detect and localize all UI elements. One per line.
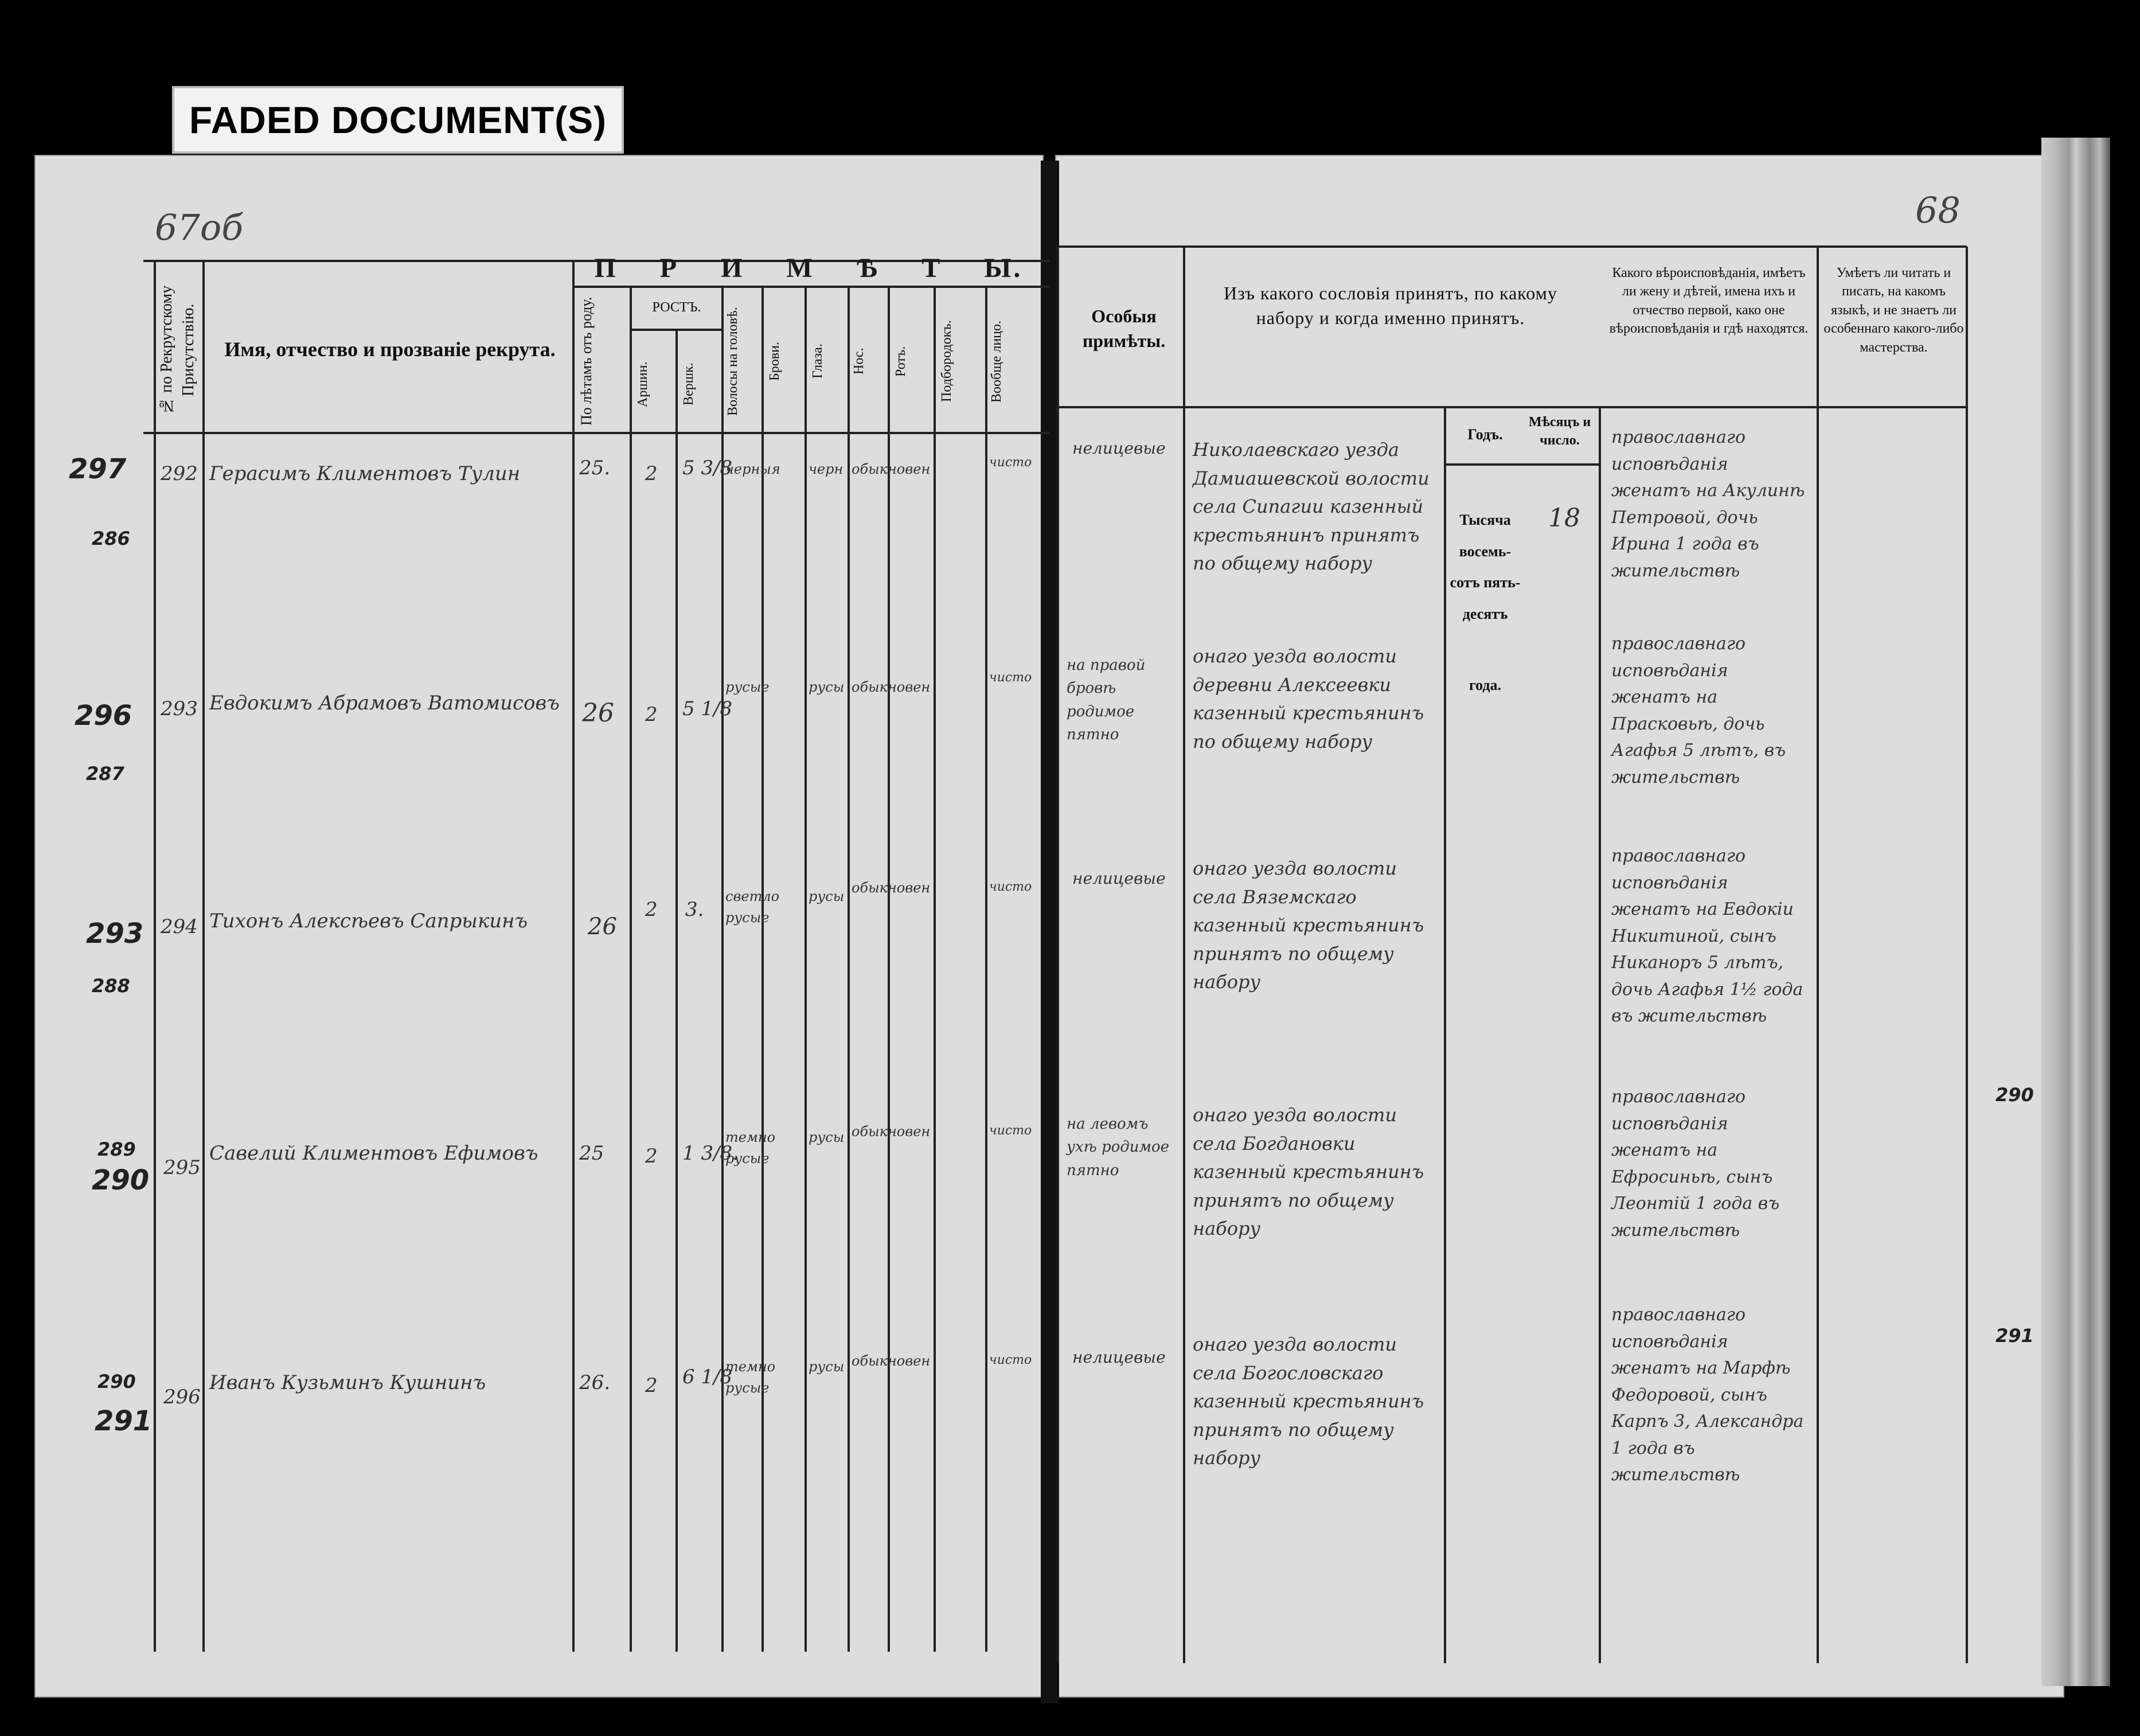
folio-left: 67об — [155, 206, 244, 248]
estate-text: онаго уезда волости села Вяземскаго казенный крестьянинъ принятъ по общему набору — [1193, 857, 1424, 993]
hair: русые — [725, 679, 770, 695]
recruit-name: Тихонъ Алексѣевъ Сапрыкинъ — [209, 910, 528, 933]
margin-number: 290 — [92, 1164, 150, 1196]
header-religion: Какого вѣроисповѣданія, имѣетъ ли жену и дѣтей, имена ихъ и отчество первой, како оне вѣроисповѣданія и гдѣ находятся. — [1609, 266, 1809, 337]
religion-family: православнаго исповѣданія женатъ на Ефросиньѣ, сынъ Леонтій 1 года въ жительствѣ — [1611, 1087, 1780, 1240]
eyes: русы — [809, 1129, 845, 1145]
year-word: десятъ — [1462, 605, 1508, 622]
hair: темно русые — [725, 1129, 776, 1167]
primety-letter: И — [721, 253, 745, 283]
margin-number: 293 — [86, 918, 144, 950]
face: чисто — [989, 880, 1032, 894]
year-printed-text — [1448, 505, 1522, 701]
face: чисто — [989, 455, 1032, 470]
primety-letter: Ы. — [984, 253, 1023, 283]
margin-number: 286 — [92, 528, 130, 549]
header-brows: Брови. — [767, 342, 782, 381]
vershok: 6 1/8 — [682, 1366, 733, 1388]
recruit-name: Евдокимъ Абрамовъ Ватомисовъ — [209, 692, 560, 715]
year-word: восемь- — [1459, 543, 1512, 560]
religion-family: православнаго исповѣданія женатъ на Марфѣ Федоровой, сынъ Карпъ 3, Александра 1 года въ жительствѣ — [1611, 1305, 1804, 1485]
recruit-name: Герасимъ Климентовъ Тулин — [209, 462, 521, 485]
special-marks: нелицевые — [1072, 869, 1166, 888]
header-name: Имя, отчество и прозваніе рекрута. — [224, 338, 556, 361]
header-literacy: Умѣетъ ли читать и писать, на какомъ языкѣ, и не знаетъ ли особеннаго какого-либо мастерства. — [1823, 266, 1964, 355]
primety-letter: Т — [921, 253, 943, 283]
header-estate: Изъ какого сословія принятъ, по какому набору и когда именно принятъ. — [1224, 283, 1557, 329]
age: 25. — [579, 457, 611, 479]
header-age: По лѣтамъ отъ роду. — [578, 297, 595, 426]
estate-text: онаго уезда волости села Богословскаго казенный крестьянинъ принятъ по общему набору — [1193, 1333, 1424, 1469]
recruit-number: 294 — [161, 915, 198, 938]
header-primety — [573, 252, 1044, 284]
margin-number: 296 — [75, 700, 132, 732]
margin-number: 288 — [92, 975, 130, 997]
face: чисто — [989, 1123, 1032, 1138]
primety-letter: Ѣ — [856, 253, 880, 283]
eyes: русы — [809, 679, 845, 695]
hair: темно русые — [725, 1359, 776, 1396]
arshin: 2 — [645, 703, 658, 726]
header-arshin: Аршин. — [635, 361, 650, 407]
age: 25 — [579, 1142, 604, 1165]
religion-family: православнаго исповѣданія женатъ на Евдокіи Никитиной, сынъ Никаноръ 5 лѣтъ, дочь Агафья 1½ года въ жительствѣ — [1611, 846, 1803, 1026]
vershok: 3. — [685, 898, 704, 921]
right-margin-mark: 291 — [1995, 1325, 2034, 1347]
eyes: русы — [809, 1359, 845, 1375]
hair: светло русые — [725, 888, 780, 926]
recruit-number: 295 — [163, 1156, 201, 1179]
religion-family: православнаго исповѣданія женатъ на Акулинѣ Петровой, дочь Ирина 1 года въ жительствѣ — [1611, 427, 1805, 581]
build: обыкновен — [852, 679, 931, 695]
header-number: № по Рекрутскому Присутствію. — [158, 285, 197, 415]
special-marks: нелицевые — [1072, 439, 1166, 458]
margin-number: 289 — [97, 1138, 136, 1160]
margin-number: 290 — [97, 1371, 136, 1392]
margin-number: 291 — [95, 1405, 153, 1437]
right-margin-mark: 290 — [1995, 1084, 2034, 1106]
face: чисто — [989, 1353, 1032, 1367]
header-height: РОСТЪ. — [652, 300, 701, 315]
build: обыкновен — [852, 1123, 931, 1140]
special-marks: на правой бровѣ родимое пятно — [1067, 657, 1146, 743]
header-special: Особыя примѣты. — [1082, 306, 1166, 352]
estate-text: Николаевскаго уезда Дамиашевской волости села Сипагии казенный крестьянинъ принятъ по общему набору — [1193, 439, 1430, 575]
religion-family: православнаго исповѣданія женатъ на Прасковьѣ, дочь Агафья 5 лѣтъ, въ жительствѣ — [1611, 634, 1786, 787]
primety-letter: Р — [659, 253, 680, 283]
hair: черныя — [725, 461, 780, 477]
margin-number: 287 — [86, 763, 124, 785]
vershok: 5 3/8 — [682, 457, 733, 479]
build: обыкновен — [852, 461, 931, 477]
margin-number: 297 — [69, 453, 127, 485]
estate-text: онаго уезда волости деревни Алексеевки казенный крестьянинъ по общему набору — [1193, 645, 1424, 752]
header-mouth: Ротъ. — [893, 346, 908, 377]
estate-text: онаго уезда волости села Богдановки казенный крестьянинъ принятъ по общему набору — [1193, 1104, 1424, 1240]
vershok: 5 1/8 — [682, 697, 733, 720]
recruit-number: 293 — [161, 697, 198, 720]
header-eyes: Глаза. — [810, 344, 825, 379]
arshin: 2 — [645, 898, 658, 921]
recruit-number: 292 — [161, 462, 198, 485]
special-marks: нелицевые — [1072, 1348, 1166, 1367]
recruit-name: Иванъ Кузьминъ Кушнинъ — [209, 1371, 486, 1394]
age: 26 — [582, 699, 614, 728]
header-month: Мѣсяцъ и число. — [1528, 415, 1591, 448]
year-word: года. — [1469, 677, 1502, 694]
header-vershok: Вершк. — [681, 362, 696, 406]
eyes: черн — [809, 461, 843, 477]
header-year: Годъ. — [1467, 426, 1503, 443]
header-hair: Волосы на головѣ. — [725, 307, 740, 416]
recruit-number: 296 — [163, 1386, 201, 1409]
vershok: 1 3/8. — [682, 1142, 739, 1165]
face: чисто — [989, 670, 1032, 685]
month-day: 18 — [1548, 504, 1580, 533]
age: 26. — [579, 1371, 611, 1394]
primety-letter: М — [786, 253, 815, 283]
special-marks: на левомъ ухѣ родимое пятно — [1067, 1115, 1170, 1179]
folio-right: 68 — [1915, 189, 1961, 231]
year-word: сотъ пять- — [1450, 574, 1521, 591]
header-nose: Нос. — [852, 348, 866, 375]
primety-letter: П — [594, 253, 618, 283]
recruit-name: Савелий Климентовъ Ефимовъ — [209, 1142, 538, 1165]
header-face: Вообще лицо. — [989, 320, 1004, 403]
faded-document-stamp: FADED DOCUMENT(S) — [172, 86, 624, 154]
build: обыкновен — [852, 880, 931, 896]
arshin: 2 — [645, 1374, 658, 1397]
build: обыкновен — [852, 1353, 931, 1369]
eyes: русы — [809, 888, 845, 904]
year-word: Тысяча — [1459, 512, 1511, 528]
arshin: 2 — [645, 1145, 658, 1168]
header-chin: Подбородокъ. — [939, 320, 954, 403]
arshin: 2 — [645, 462, 658, 485]
age: 26 — [588, 914, 617, 940]
